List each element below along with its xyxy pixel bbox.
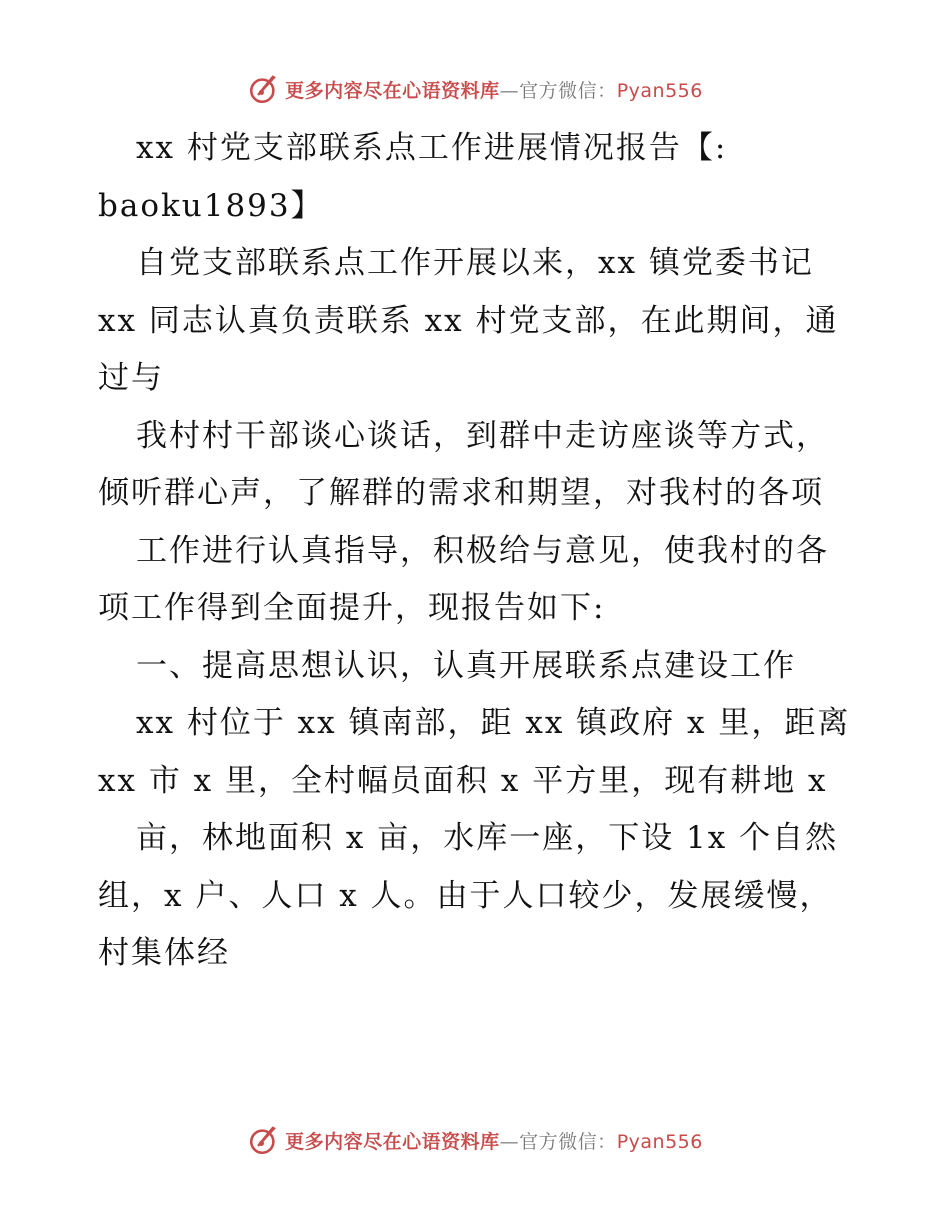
watermark-separator: — (499, 1130, 520, 1153)
paragraph: 亩，林地面积 x 亩，水库一座，下设 1x 个自然组，x 户、人口 x 人。由于人口较少，发展缓慢，村集体经 (98, 820, 839, 971)
paragraph: 工作进行认真指导，积极给与意见，使我村的各项工作得到全面提升，现报告如下: (98, 532, 829, 626)
watermark-separator: — (499, 79, 520, 102)
watermark-main-text: 更多内容尽在心语资料库 (285, 1130, 500, 1153)
watermark-text (285, 1127, 703, 1154)
footer-watermark (0, 1123, 950, 1157)
paragraph: xx 村位于 xx 镇南部，距 xx 镇政府 x 里，距离 xx 市 x 里，全村幅员面积 x 平方里，现有耕地 x (98, 705, 851, 799)
watermark-id: Pyan556 (616, 79, 703, 102)
watermark-text (285, 76, 703, 103)
document-title: xx 村党支部联系点工作进展情况报告【: baoku1893】 (98, 130, 728, 224)
document-body (98, 120, 858, 983)
header-watermark (0, 72, 950, 106)
paragraph: 自党支部联系点工作开展以来，xx 镇党委书记 xx 同志认真负责联系 xx 村党支部，在此期间，通过与 (98, 245, 839, 396)
quill-seal-icon (247, 72, 281, 106)
paragraph: 我村村干部谈心谈话，到群中走访座谈等方式，倾听群心声，了解群的需求和期望，对我村的各项 (98, 417, 829, 511)
quill-seal-icon (247, 1123, 281, 1157)
watermark-label: 官方微信： (519, 1130, 617, 1153)
section-heading: 一、提高思想认识，认真开展联系点建设工作 (136, 647, 796, 684)
watermark-label: 官方微信： (519, 79, 617, 102)
watermark-main-text: 更多内容尽在心语资料库 (285, 79, 500, 102)
watermark-id: Pyan556 (616, 1130, 703, 1153)
